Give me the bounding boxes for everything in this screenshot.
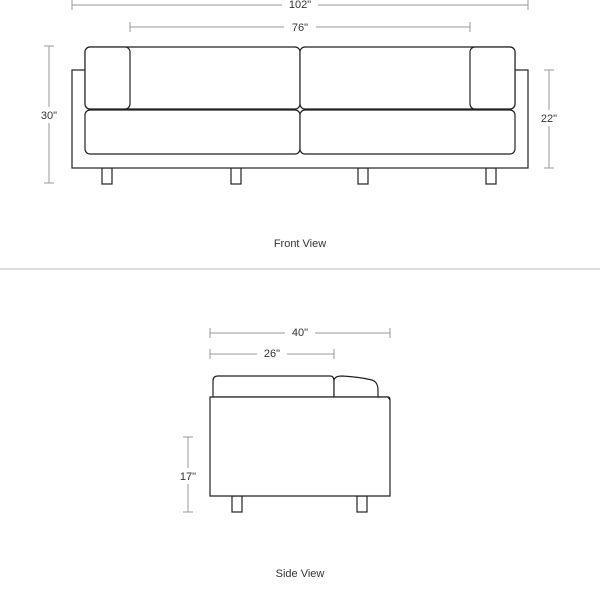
side-leg-front: [232, 496, 242, 512]
front-sofa-drawing: [72, 47, 528, 184]
front-overall-width-label: 102": [288, 0, 312, 11]
front-view: [36, 0, 562, 250]
front-seat-width-label: 76": [291, 22, 309, 34]
front-seat-width-dimension: [130, 19, 470, 34]
front-leg-1: [102, 168, 112, 184]
front-leg-4: [486, 168, 496, 184]
side-seat-cushion: [213, 376, 334, 397]
front-arm-height-dimension: [536, 70, 562, 168]
front-view-caption: Front View: [273, 238, 327, 250]
side-seat-height-dimension: [175, 437, 201, 512]
side-overall-depth-dimension: [210, 325, 390, 339]
side-sofa-drawing: [210, 376, 390, 512]
front-overall-height-label: 30": [40, 110, 58, 122]
side-seat-depth-dimension: [210, 346, 334, 360]
front-overall-width-dimension: [72, 0, 528, 11]
front-leg-3: [358, 168, 368, 184]
side-leg-back: [357, 496, 367, 512]
side-body: [210, 397, 390, 496]
front-arm-height-label: 22": [540, 113, 558, 125]
front-overall-height-dimension: [36, 46, 62, 183]
side-seat-depth-label: 26": [263, 348, 281, 360]
side-view-caption: Side View: [275, 568, 325, 580]
front-seat-cushion-right: [300, 110, 515, 154]
side-view: [175, 325, 390, 580]
side-overall-depth-label: 40": [291, 327, 309, 339]
front-leg-2: [231, 168, 241, 184]
front-seat-cushion-left: [85, 110, 300, 154]
side-seat-height-label: 17": [179, 471, 197, 483]
front-pillow-right: [470, 47, 515, 109]
front-pillow-left: [85, 47, 130, 109]
side-back-cushion: [334, 376, 378, 397]
